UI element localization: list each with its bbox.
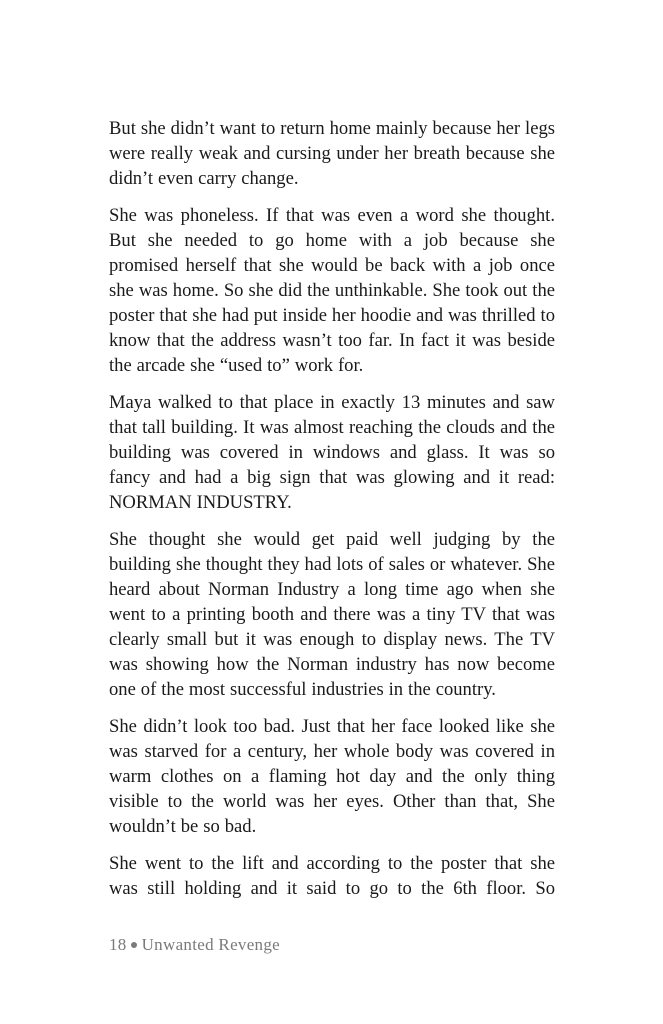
- paragraph: But she didn’t want to return home mainly because her legs were really weak and cursing under her breath because she didn’t even carry change.: [109, 118, 555, 189]
- paragraph: She was phoneless. If that was even a word she thought. But she needed to go home with a job because she promised herself that she would be back with a job once she was home. So she did the unthinkable. She took out the poster that she had put inside her hoodie and was thrilled to know that the address wasn’t too far. In fact it was beside the arcade she “used to” work for.: [109, 205, 555, 376]
- paragraph: She didn’t look too bad. Just that her face looked like she was starved for a century, her whole body was covered in warm clothes on a flaming hot day and the only thing visible to the world was her eyes. Other than that, She wouldn’t be so bad.: [109, 716, 555, 837]
- page-footer: [109, 935, 280, 955]
- book-title: Unwanted Revenge: [141, 935, 281, 954]
- page-number: 18: [109, 935, 127, 954]
- paragraph: She went to the lift and according to the poster that she was still holding and it said to go to the 6th floor. So: [109, 853, 555, 899]
- page-body: [109, 116, 555, 913]
- bullet-separator-icon: [131, 942, 137, 948]
- paragraph: She thought she would get paid well judging by the building she thought they had lots of sales or whatever. She heard about Norman Industry a long time ago when she went to a printing booth and there was a tiny TV that was clearly small but it was enough to display news. The TV was showing how the Norman industry has now become one of the most successful industries in the country.: [109, 529, 555, 700]
- paragraph: Maya walked to that place in exactly 13 minutes and saw that tall building. It was almost reaching the clouds and the building was covered in windows and glass. It was so fancy and had a big sign that was glowing and it read: NORMAN INDUSTRY.: [109, 392, 555, 513]
